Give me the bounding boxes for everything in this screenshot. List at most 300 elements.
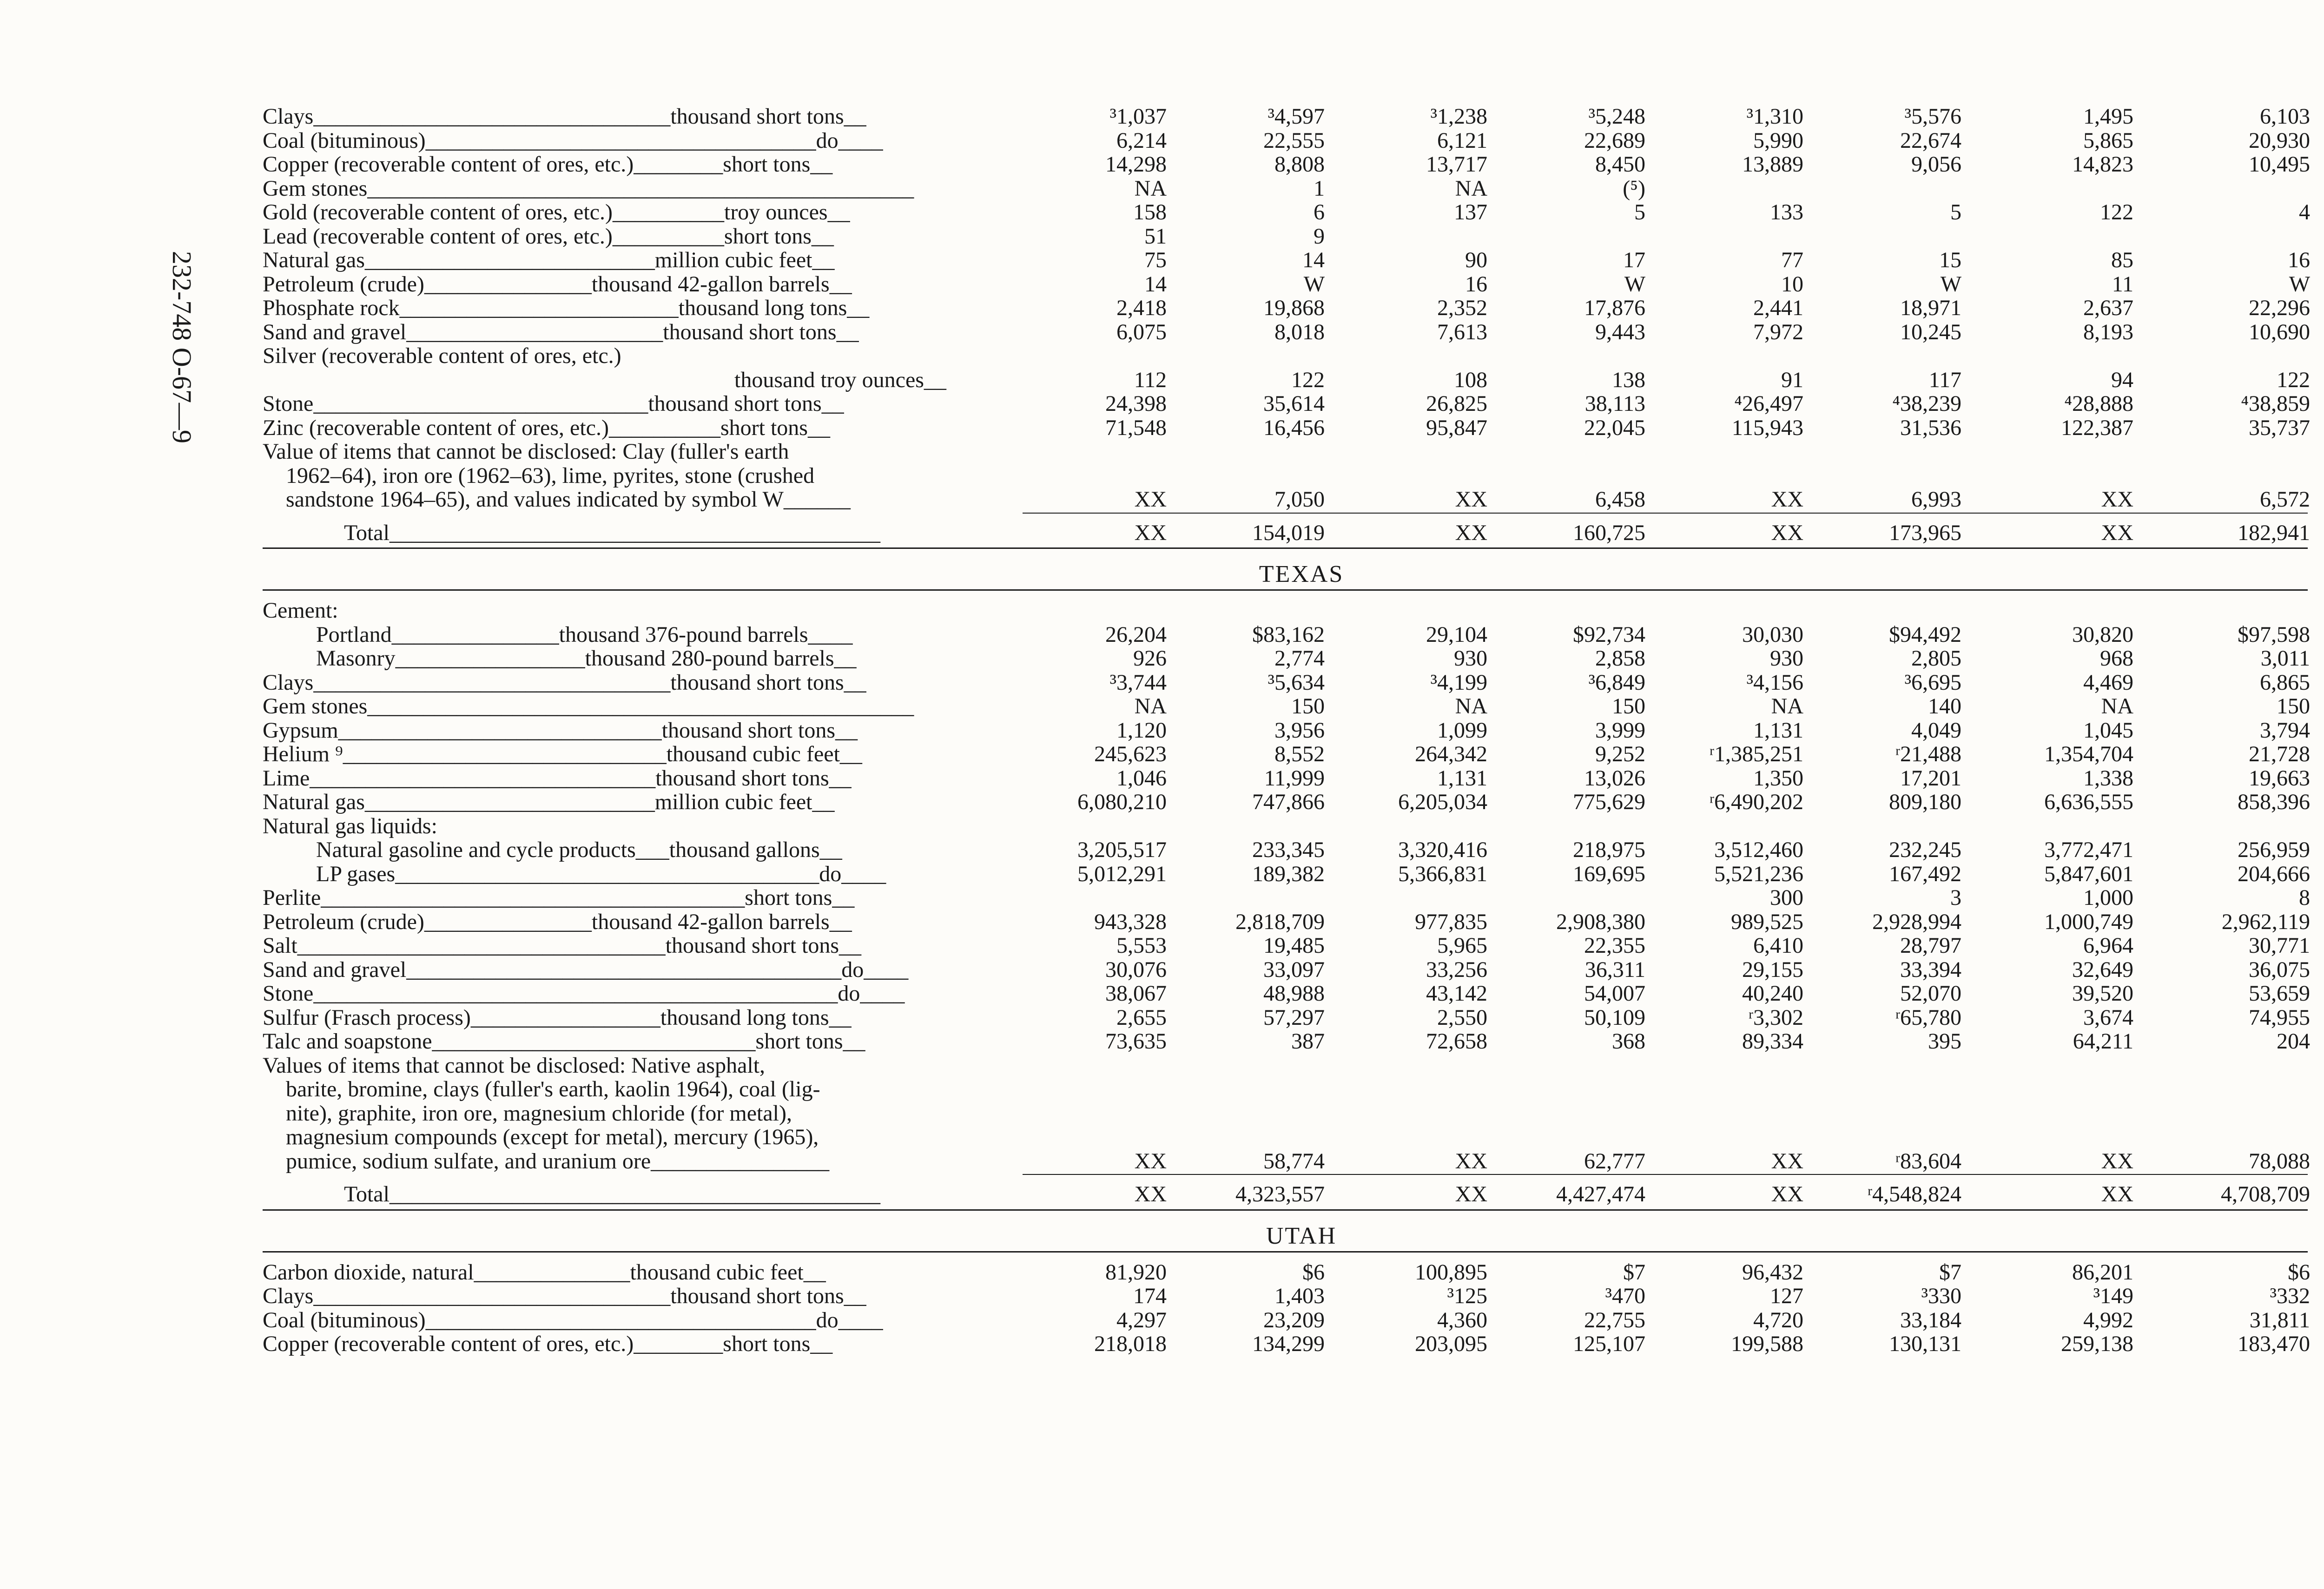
table-row bbox=[0, 671, 2324, 695]
value-cell: $6 bbox=[2288, 1259, 2310, 1285]
value-cell: ʳ83,604 bbox=[1895, 1148, 1961, 1174]
value-cell: 1,120 bbox=[1116, 718, 1167, 743]
value-cell: 95,847 bbox=[1426, 415, 1487, 440]
table-row bbox=[0, 719, 2324, 743]
table-row bbox=[0, 1101, 2324, 1126]
section-end-rule bbox=[263, 1209, 2308, 1211]
value-cell: XX bbox=[1134, 1182, 1167, 1207]
value-cell: 22,755 bbox=[1584, 1307, 1645, 1332]
row-label: Copper (recoverable content of ores, etc.)________short tons__ bbox=[263, 152, 833, 177]
value-cell: XX bbox=[1134, 487, 1167, 512]
value-cell: 18,971 bbox=[1900, 296, 1961, 320]
value-cell: 6,080,210 bbox=[1077, 790, 1167, 814]
value-cell: 33,256 bbox=[1426, 957, 1487, 982]
value-cell: 977,835 bbox=[1415, 909, 1487, 934]
value-cell: 62,777 bbox=[1584, 1148, 1645, 1174]
value-cell: 117 bbox=[1928, 367, 1961, 392]
value-cell: 122 bbox=[1291, 367, 1325, 392]
value-cell: NA bbox=[1455, 176, 1487, 201]
value-cell: 33,394 bbox=[1900, 957, 1961, 982]
table-row bbox=[0, 440, 2324, 464]
value-cell: XX bbox=[2101, 487, 2133, 512]
value-cell: 747,866 bbox=[1252, 790, 1325, 814]
value-cell: 160,725 bbox=[1573, 520, 1645, 545]
table-row bbox=[0, 623, 2324, 647]
value-cell: 7,972 bbox=[1753, 319, 1803, 344]
row-label: Gypsum_____________________________thousand short tons__ bbox=[263, 718, 858, 743]
value-cell: 26,204 bbox=[1105, 622, 1167, 647]
value-cell: 72,658 bbox=[1426, 1029, 1487, 1054]
value-cell: 2,418 bbox=[1116, 296, 1167, 320]
value-cell: 2,962,119 bbox=[2221, 909, 2310, 934]
value-cell: 3,772,471 bbox=[2044, 837, 2133, 862]
value-cell: 1,000,749 bbox=[2044, 909, 2133, 934]
value-cell: ³6,849 bbox=[1588, 670, 1645, 695]
value-cell: 1,338 bbox=[2083, 765, 2133, 791]
row-label: Sand and gravel_______________________thousand short tons__ bbox=[263, 320, 859, 344]
value-cell: ʳ65,780 bbox=[1895, 1005, 1961, 1030]
value-cell: 100,895 bbox=[1415, 1259, 1487, 1285]
value-cell: 35,737 bbox=[2249, 415, 2310, 440]
value-cell: 64,211 bbox=[2073, 1029, 2133, 1054]
value-cell: 1,045 bbox=[2083, 718, 2133, 743]
row-label: Clays________________________________thousand short tons__ bbox=[263, 670, 866, 695]
table-row bbox=[0, 1260, 2324, 1285]
value-cell: ³6,695 bbox=[1904, 670, 1961, 695]
table-row bbox=[0, 1029, 2324, 1054]
value-cell: 6,572 bbox=[2260, 487, 2310, 512]
row-label: Natural gasoline and cycle products___thousand gallons__ bbox=[316, 838, 842, 862]
value-cell: ʳ3,302 bbox=[1748, 1005, 1803, 1030]
value-cell: 174 bbox=[1133, 1284, 1167, 1308]
value-cell: 19,485 bbox=[1263, 933, 1325, 958]
value-cell: 989,525 bbox=[1731, 909, 1803, 934]
value-cell: 48,988 bbox=[1263, 981, 1325, 1006]
table-row bbox=[0, 862, 2324, 886]
value-cell: 38,067 bbox=[1105, 981, 1167, 1006]
table-row bbox=[0, 934, 2324, 958]
value-cell: 1 bbox=[1314, 176, 1325, 201]
table-row bbox=[0, 742, 2324, 766]
value-cell: 4,049 bbox=[1911, 718, 1961, 743]
row-label: Natural gas liquids: bbox=[263, 814, 437, 838]
value-cell: 14 bbox=[1144, 271, 1167, 297]
value-cell: 78,088 bbox=[2249, 1148, 2310, 1174]
value-cell: 71,548 bbox=[1105, 415, 1167, 440]
value-cell: 29,155 bbox=[1742, 957, 1803, 982]
value-cell: 35,614 bbox=[1263, 391, 1325, 416]
value-cell: 31,536 bbox=[1900, 415, 1961, 440]
value-cell: 3,512,460 bbox=[1714, 837, 1803, 862]
value-cell: 17,201 bbox=[1900, 765, 1961, 791]
value-cell: $83,162 bbox=[1252, 622, 1325, 647]
value-cell: 8,018 bbox=[1274, 319, 1325, 344]
value-cell: 8,808 bbox=[1274, 152, 1325, 177]
value-cell: 2,637 bbox=[2083, 296, 2133, 320]
value-cell: 4,720 bbox=[1753, 1307, 1803, 1332]
value-cell: ³330 bbox=[1921, 1284, 1961, 1308]
value-cell: 13,889 bbox=[1742, 152, 1803, 177]
value-cell: 5,847,601 bbox=[2044, 861, 2133, 886]
value-cell: 1,131 bbox=[1753, 718, 1803, 743]
value-cell: 8 bbox=[2299, 885, 2310, 910]
table-row bbox=[0, 368, 2324, 392]
value-cell: 150 bbox=[2277, 694, 2310, 719]
value-cell: 943,328 bbox=[1094, 909, 1167, 934]
value-cell: 122 bbox=[2100, 200, 2133, 224]
value-cell: ³5,634 bbox=[1268, 670, 1325, 695]
row-label: thousand troy ounces__ bbox=[734, 368, 946, 392]
value-cell: ³4,156 bbox=[1746, 670, 1803, 695]
table-row bbox=[0, 320, 2324, 344]
table-row bbox=[0, 1125, 2324, 1149]
row-label: Gem stones_________________________________________________ bbox=[263, 176, 914, 201]
value-cell: 20,930 bbox=[2249, 128, 2310, 153]
value-cell: 10 bbox=[1781, 271, 1803, 297]
row-label: Petroleum (crude)_______________thousand 42-gallon barrels__ bbox=[263, 910, 852, 934]
value-cell: 2,908,380 bbox=[1556, 909, 1645, 934]
row-label: Coal (bituminous)___________________________________do____ bbox=[263, 1308, 883, 1332]
value-cell: ⁴38,239 bbox=[1892, 391, 1961, 416]
row-label: sandstone 1964–65), and values indicated by symbol W______ bbox=[286, 488, 851, 512]
value-cell: 9,056 bbox=[1911, 152, 1961, 177]
value-cell: 387 bbox=[1291, 1029, 1325, 1054]
value-cell: 96,432 bbox=[1742, 1259, 1803, 1285]
value-cell: ³332 bbox=[2270, 1284, 2310, 1308]
value-cell: ⁴26,497 bbox=[1734, 391, 1803, 416]
value-cell: 26,825 bbox=[1426, 391, 1487, 416]
table-row bbox=[0, 886, 2324, 910]
value-cell: 3,205,517 bbox=[1077, 837, 1167, 862]
value-cell: ⁴38,859 bbox=[2241, 391, 2310, 416]
value-cell: 33,184 bbox=[1900, 1307, 1961, 1332]
value-cell: 2,441 bbox=[1753, 296, 1803, 320]
table-row bbox=[0, 814, 2324, 838]
row-label: Lead (recoverable content of ores, etc.)__________short tons__ bbox=[263, 224, 834, 249]
table-row bbox=[0, 646, 2324, 671]
value-cell: 1,131 bbox=[1437, 765, 1487, 791]
value-cell: 232,245 bbox=[1889, 837, 1961, 862]
value-cell: 58,774 bbox=[1263, 1148, 1325, 1174]
value-cell: 36,311 bbox=[1585, 957, 1645, 982]
value-cell: 28,797 bbox=[1900, 933, 1961, 958]
value-cell: 51 bbox=[1144, 224, 1167, 249]
value-cell: 16 bbox=[1465, 271, 1487, 297]
value-cell: 1,354,704 bbox=[2044, 742, 2133, 766]
value-cell: 6,103 bbox=[2260, 104, 2310, 129]
value-cell: 19,663 bbox=[2249, 765, 2310, 791]
table-row bbox=[0, 1332, 2324, 1356]
table-row bbox=[0, 488, 2324, 512]
value-cell: 167,492 bbox=[1889, 861, 1961, 886]
value-cell: 6,075 bbox=[1116, 319, 1167, 344]
row-label: Sand and gravel_______________________________________do____ bbox=[263, 957, 909, 982]
value-cell: 2,928,994 bbox=[1872, 909, 1961, 934]
value-cell: 133 bbox=[1770, 200, 1803, 224]
table-row bbox=[0, 416, 2324, 440]
row-label: barite, bromine, clays (fuller's earth, kaolin 1964), coal (lig- bbox=[286, 1077, 820, 1101]
value-cell: 36,075 bbox=[2249, 957, 2310, 982]
value-cell: XX bbox=[1455, 520, 1487, 545]
value-cell: 5,990 bbox=[1753, 128, 1803, 153]
value-cell: 368 bbox=[1612, 1029, 1645, 1054]
value-cell: 10,495 bbox=[2249, 152, 2310, 177]
value-cell: ʳ6,490,202 bbox=[1709, 790, 1803, 814]
value-cell: 91 bbox=[1781, 367, 1803, 392]
value-cell: 203,095 bbox=[1415, 1332, 1487, 1356]
row-label: Natural gas__________________________million cubic feet__ bbox=[263, 790, 835, 814]
value-cell: 10,245 bbox=[1900, 319, 1961, 344]
value-cell: 22,555 bbox=[1263, 128, 1325, 153]
value-cell: 6,865 bbox=[2260, 670, 2310, 695]
value-cell: 1,403 bbox=[1274, 1284, 1325, 1308]
value-cell: 140 bbox=[1928, 694, 1961, 719]
value-cell: 858,396 bbox=[2238, 790, 2310, 814]
table-row bbox=[0, 1308, 2324, 1332]
row-label: Cement: bbox=[263, 599, 338, 623]
state-heading: TEXAS bbox=[1259, 561, 1344, 587]
value-cell: 173,965 bbox=[1889, 520, 1961, 545]
value-cell: 17 bbox=[1623, 248, 1645, 272]
table-row bbox=[0, 392, 2324, 416]
value-cell: 32,649 bbox=[2072, 957, 2133, 982]
value-cell: 1,350 bbox=[1753, 765, 1803, 791]
state-heading: UTAH bbox=[1266, 1222, 1337, 1249]
value-cell: 2,858 bbox=[1595, 646, 1645, 671]
value-cell: W bbox=[2289, 271, 2310, 297]
value-cell: 108 bbox=[1454, 367, 1487, 392]
value-cell: 22,296 bbox=[2249, 296, 2310, 320]
value-cell: 5,965 bbox=[1437, 933, 1487, 958]
value-cell: 6,636,555 bbox=[2044, 790, 2133, 814]
section-rule bbox=[263, 1251, 2308, 1253]
value-cell: 81,920 bbox=[1105, 1259, 1167, 1285]
value-cell: 1,495 bbox=[2083, 104, 2133, 129]
value-cell: 6,214 bbox=[1116, 128, 1167, 153]
value-cell: ʳ4,548,824 bbox=[1867, 1182, 1961, 1207]
value-cell: 256,959 bbox=[2238, 837, 2310, 862]
value-cell: 395 bbox=[1928, 1029, 1961, 1054]
table-row bbox=[0, 958, 2324, 982]
value-cell: $97,598 bbox=[2238, 622, 2310, 647]
value-cell: 1,099 bbox=[1437, 718, 1487, 743]
value-cell: 300 bbox=[1770, 885, 1803, 910]
row-label: Copper (recoverable content of ores, etc.)________short tons__ bbox=[263, 1332, 833, 1356]
value-cell: 29,104 bbox=[1426, 622, 1487, 647]
value-cell: 30,771 bbox=[2249, 933, 2310, 958]
value-cell: 77 bbox=[1781, 248, 1803, 272]
value-cell: XX bbox=[1455, 1182, 1487, 1207]
value-cell: XX bbox=[1771, 1182, 1803, 1207]
value-cell: 86,201 bbox=[2072, 1259, 2133, 1285]
value-cell: 30,030 bbox=[1742, 622, 1803, 647]
value-cell: 8,450 bbox=[1595, 152, 1645, 177]
value-cell: 11,999 bbox=[1264, 765, 1325, 791]
row-label: Total____________________________________________ bbox=[344, 521, 880, 545]
value-cell: 23,209 bbox=[1263, 1307, 1325, 1332]
row-label: Clays________________________________thousand short tons__ bbox=[263, 105, 866, 129]
value-cell: NA bbox=[1455, 694, 1487, 719]
value-cell: 6,121 bbox=[1437, 128, 1487, 153]
value-cell: XX bbox=[1771, 1148, 1803, 1174]
value-cell: 930 bbox=[1454, 646, 1487, 671]
value-cell: ³4,597 bbox=[1268, 104, 1325, 129]
value-cell: 926 bbox=[1133, 646, 1167, 671]
value-cell: XX bbox=[1455, 487, 1487, 512]
table-row bbox=[0, 790, 2324, 814]
value-cell: XX bbox=[2101, 1182, 2133, 1207]
row-label: nite), graphite, iron ore, magnesium chloride (for metal), bbox=[286, 1101, 792, 1126]
table-row bbox=[0, 1006, 2324, 1030]
value-cell: ³5,576 bbox=[1904, 104, 1961, 129]
value-cell: XX bbox=[1771, 487, 1803, 512]
value-cell: 4,469 bbox=[2083, 670, 2133, 695]
value-cell: 930 bbox=[1770, 646, 1803, 671]
value-cell: NA bbox=[1134, 694, 1167, 719]
value-cell: 4,427,474 bbox=[1556, 1182, 1645, 1207]
value-cell: 14 bbox=[1302, 248, 1325, 272]
value-cell: $7 bbox=[1939, 1259, 1961, 1285]
value-cell: 31,811 bbox=[2249, 1307, 2310, 1332]
value-cell: 54,007 bbox=[1584, 981, 1645, 1006]
value-cell: 40,240 bbox=[1742, 981, 1803, 1006]
value-cell: 75 bbox=[1144, 248, 1167, 272]
value-cell: 968 bbox=[2100, 646, 2133, 671]
table-row bbox=[0, 248, 2324, 272]
row-label: Stone______________________________thousand short tons__ bbox=[263, 392, 844, 416]
value-cell: 38,113 bbox=[1585, 391, 1645, 416]
value-cell: ⁴28,888 bbox=[2064, 391, 2133, 416]
value-cell: 809,180 bbox=[1889, 790, 1961, 814]
value-cell: ³1,238 bbox=[1430, 104, 1487, 129]
value-cell: ³4,199 bbox=[1430, 670, 1487, 695]
value-cell: 85 bbox=[2111, 248, 2133, 272]
value-cell: 245,623 bbox=[1094, 742, 1167, 766]
value-cell: 94 bbox=[2111, 367, 2133, 392]
value-cell: 6 bbox=[1314, 200, 1325, 224]
total-row bbox=[0, 521, 2324, 545]
value-cell: XX bbox=[1134, 1148, 1167, 1174]
value-cell: 43,142 bbox=[1426, 981, 1487, 1006]
value-cell: 3,011 bbox=[2260, 646, 2310, 671]
value-cell: 204 bbox=[2277, 1029, 2310, 1054]
value-cell: 130,131 bbox=[1889, 1332, 1961, 1356]
section-rule bbox=[263, 589, 2308, 591]
row-label: Natural gas__________________________million cubic feet__ bbox=[263, 248, 835, 272]
value-cell: 218,975 bbox=[1573, 837, 1645, 862]
page-code: 232-748 O-67—9 bbox=[167, 251, 197, 444]
value-cell: 50,109 bbox=[1584, 1005, 1645, 1030]
value-cell: 24,398 bbox=[1105, 391, 1167, 416]
total-rule bbox=[1023, 1174, 2308, 1175]
value-cell: 22,355 bbox=[1584, 933, 1645, 958]
row-label: Clays________________________________thousand short tons__ bbox=[263, 1284, 866, 1308]
value-cell: 7,613 bbox=[1437, 319, 1487, 344]
value-cell: 22,045 bbox=[1584, 415, 1645, 440]
table-row bbox=[0, 599, 2324, 623]
value-cell: NA bbox=[2101, 694, 2133, 719]
value-cell: 5,553 bbox=[1116, 933, 1167, 958]
row-label: Phosphate rock_________________________thousand long tons__ bbox=[263, 296, 870, 320]
value-cell: 182,941 bbox=[2238, 520, 2310, 545]
value-cell: 11 bbox=[2112, 271, 2133, 297]
row-label: Gold (recoverable content of ores, etc.)__________troy ounces__ bbox=[263, 200, 850, 224]
row-label: Gem stones_________________________________________________ bbox=[263, 694, 914, 719]
value-cell: 5 bbox=[1950, 200, 1961, 224]
value-cell: 1,046 bbox=[1116, 765, 1167, 791]
value-cell: ³125 bbox=[1447, 1284, 1487, 1308]
value-cell: 52,070 bbox=[1900, 981, 1961, 1006]
value-cell: XX bbox=[1134, 520, 1167, 545]
value-cell: 19,868 bbox=[1263, 296, 1325, 320]
table-row bbox=[0, 224, 2324, 249]
value-cell: 4,360 bbox=[1437, 1307, 1487, 1332]
table-row bbox=[0, 464, 2324, 488]
value-cell: 183,470 bbox=[2238, 1332, 2310, 1356]
row-label: Helium ⁹_____________________________thousand cubic feet__ bbox=[263, 742, 862, 766]
value-cell: 6,458 bbox=[1595, 487, 1645, 512]
value-cell: 14,298 bbox=[1105, 152, 1167, 177]
value-cell: 6,964 bbox=[2083, 933, 2133, 958]
value-cell: 5,012,291 bbox=[1077, 861, 1167, 886]
value-cell: 204,666 bbox=[2238, 861, 2310, 886]
table-row bbox=[0, 694, 2324, 719]
value-cell: ³149 bbox=[2093, 1284, 2133, 1308]
value-cell: $92,734 bbox=[1573, 622, 1645, 647]
table-row bbox=[0, 982, 2324, 1006]
value-cell: 7,050 bbox=[1274, 487, 1325, 512]
value-cell: 3,999 bbox=[1595, 718, 1645, 743]
value-cell: 112 bbox=[1134, 367, 1167, 392]
value-cell: 2,818,709 bbox=[1235, 909, 1325, 934]
value-cell: 74,955 bbox=[2249, 1005, 2310, 1030]
value-cell: 4,708,709 bbox=[2221, 1182, 2310, 1207]
value-cell: ʳ21,488 bbox=[1895, 742, 1961, 766]
row-label: Value of items that cannot be disclosed: Clay (fuller's earth bbox=[263, 440, 789, 464]
value-cell: 33,097 bbox=[1263, 957, 1325, 982]
row-label: Masonry_________________thousand 280-pound barrels__ bbox=[316, 646, 857, 671]
value-cell: 3 bbox=[1950, 885, 1961, 910]
value-cell: 16,456 bbox=[1263, 415, 1325, 440]
row-label: Portland_______________thousand 376-pound barrels____ bbox=[316, 622, 853, 647]
total-row bbox=[0, 1182, 2324, 1207]
value-cell: 10,690 bbox=[2249, 319, 2310, 344]
table-row bbox=[0, 177, 2324, 201]
row-label: Perlite______________________________________short tons__ bbox=[263, 886, 855, 910]
value-cell: 4,992 bbox=[2083, 1307, 2133, 1332]
value-cell: 22,674 bbox=[1900, 128, 1961, 153]
value-cell: 1,000 bbox=[2083, 885, 2133, 910]
value-cell: 3,674 bbox=[2083, 1005, 2133, 1030]
row-label: Stone_______________________________________________do____ bbox=[263, 982, 905, 1006]
row-label: 1962–64), iron ore (1962–63), lime, pyrites, stone (crushed bbox=[286, 463, 815, 488]
value-cell: XX bbox=[1455, 1148, 1487, 1174]
value-cell: 6,993 bbox=[1911, 487, 1961, 512]
value-cell: 21,728 bbox=[2249, 742, 2310, 766]
value-cell: W bbox=[1940, 271, 1961, 297]
table-row bbox=[0, 296, 2324, 320]
value-cell: 9,443 bbox=[1595, 319, 1645, 344]
value-cell: XX bbox=[2101, 1148, 2133, 1174]
row-label: pumice, sodium sulfate, and uranium ore________________ bbox=[286, 1149, 830, 1174]
value-cell: 4,323,557 bbox=[1235, 1182, 1325, 1207]
value-cell: 2,550 bbox=[1437, 1005, 1487, 1030]
value-cell: 39,520 bbox=[2072, 981, 2133, 1006]
row-label: Silver (recoverable content of ores, etc.) bbox=[263, 344, 621, 368]
row-label: Sulfur (Frasch process)_________________thousand long tons__ bbox=[263, 1005, 852, 1030]
row-label: Lime_______________________________thousand short tons__ bbox=[263, 766, 852, 791]
value-cell: NA bbox=[1134, 176, 1167, 201]
